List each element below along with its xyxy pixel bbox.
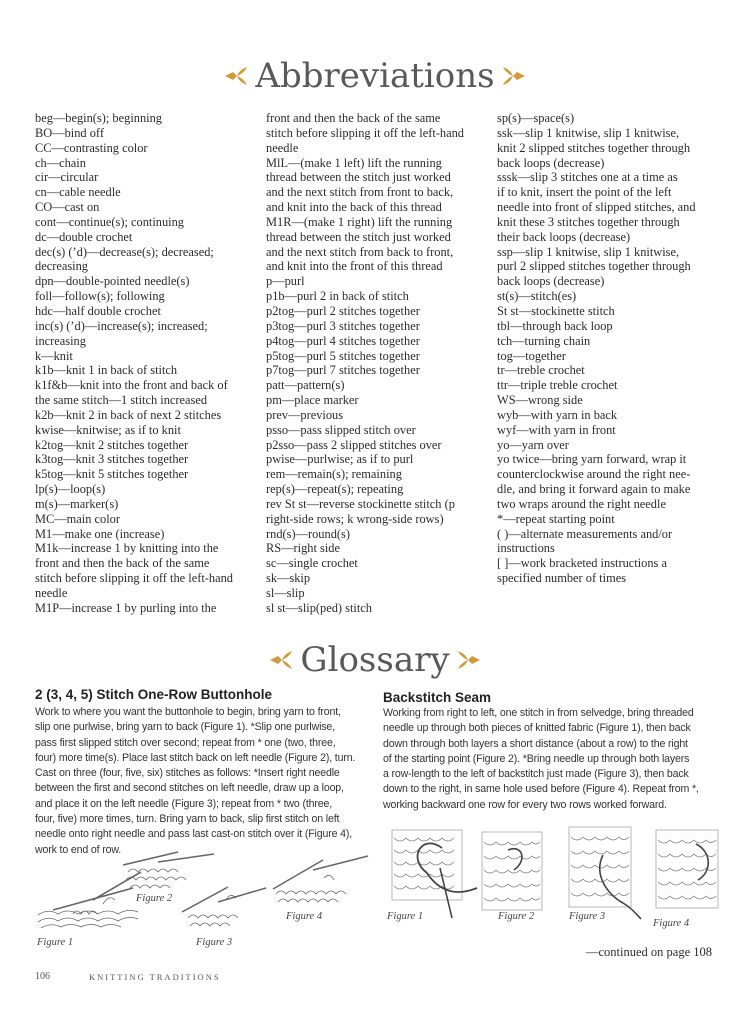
abbreviation-entry: k1f&b—knit into the front and back of xyxy=(35,378,228,393)
abbreviation-entry: decreasing xyxy=(35,259,88,274)
left-ornament-icon xyxy=(268,649,294,671)
abbreviation-entry: patt—pattern(s) xyxy=(266,378,345,393)
abbreviation-entry: foll—follow(s); following xyxy=(35,289,165,304)
abbreviation-entry: wyf—with yarn in front xyxy=(497,422,616,437)
buttonhole-text-line: slip one purlwise, bring yarn to back (Figure 1). *Slip one purlwise, xyxy=(35,721,335,734)
buttonhole-figure-4-label: Figure 4 xyxy=(286,911,323,922)
abbreviation-entry: p4tog—purl 4 stitches together xyxy=(266,333,420,348)
abbreviation-entry: ( )—alternate measurements and/or xyxy=(497,526,673,541)
abbreviation-entry: cont—continue(s); continuing xyxy=(35,214,185,229)
abbreviation-entry: dpn—double-pointed needle(s) xyxy=(35,274,190,289)
abbreviation-entry: needle xyxy=(266,140,299,155)
backstitch-text-line: Working from right to left, one stitch in from selvedge, bring threaded xyxy=(383,707,694,719)
abbreviation-entry: sl—slip xyxy=(266,586,305,600)
buttonhole-text-line: Work to where you want the buttonhole to begin, bring yarn to front, xyxy=(35,706,341,718)
backstitch-figure-4-illustration xyxy=(652,828,722,916)
abbreviation-entry: rev St st—reverse stockinette stitch (p xyxy=(266,496,455,511)
abbreviation-entry: specified number of times xyxy=(497,571,627,586)
abbreviation-entry: pwise—purlwise; as if to purl xyxy=(266,452,414,467)
abbreviation-entry: sc—single crochet xyxy=(266,556,358,571)
abbreviation-entry: stitch before slipping it off the left-hand xyxy=(35,571,233,586)
buttonhole-figure-3-illustration xyxy=(178,882,268,934)
abbreviation-entry: MC—main color xyxy=(35,511,121,526)
abbreviation-entry: k5tog—knit 5 stitches together xyxy=(35,467,189,482)
abbreviation-entry: sl st—slip(ped) stitch xyxy=(266,600,373,615)
abbreviation-entry: p—purl xyxy=(266,274,305,289)
backstitch-figure-4-label: Figure 4 xyxy=(653,918,690,929)
backstitch-body xyxy=(383,706,721,813)
abbreviation-entry: knit these 3 stitches together through xyxy=(497,214,680,229)
buttonhole-text-line: pass first slipped stitch over second; repeat from * one (two, three, xyxy=(35,736,336,749)
backstitch-figure-3-label: Figure 3 xyxy=(569,911,606,922)
backstitch-text-line: a row-length to the left of backstitch just made (Figure 3), then back xyxy=(383,768,689,781)
abbreviation-entry: wyb—with yarn in back xyxy=(497,407,618,422)
backstitch-text-line: down through both layers a short distance (about a row) to the right xyxy=(383,737,688,750)
buttonhole-text-line: four) more time(s). Place last stitch back on left needle (Figure 2), turn. xyxy=(35,751,356,764)
abbreviation-entry: yo—yarn over xyxy=(497,437,569,452)
abbreviation-entry: k1b—knit 1 in back of stitch xyxy=(35,363,178,378)
buttonhole-body xyxy=(35,705,373,858)
abbreviation-entry: if to knit, insert the point of the left xyxy=(497,185,672,200)
abbreviation-entry: yo twice—bring yarn forward, wrap it xyxy=(497,452,687,467)
abbreviation-entry: thread between the stitch just worked xyxy=(266,229,451,244)
buttonhole-text-line: needle onto right needle and pass last cast-on stitch over it (Figure 4), xyxy=(35,828,353,841)
abbreviation-entry: k2tog—knit 2 stitches together xyxy=(35,437,189,452)
abbreviation-entry: dc—double crochet xyxy=(35,229,133,244)
continued-note: —continued on page 108 xyxy=(586,945,713,959)
abbreviation-entry: thread between the stitch just worked xyxy=(266,170,451,185)
abbreviation-entry: needle into front of slipped stitches, and xyxy=(497,200,696,215)
abbreviation-entry: WS—wrong side xyxy=(497,393,583,408)
backstitch-figure-2-label: Figure 2 xyxy=(498,911,535,922)
abbreviation-entry: cir—circular xyxy=(35,170,99,185)
abbreviation-entry: needle xyxy=(35,586,68,600)
right-ornament-icon xyxy=(501,65,527,87)
abbreviation-entry: and the next stitch from back to front, xyxy=(266,244,454,259)
abbreviation-entry: prev—previous xyxy=(266,407,344,422)
abbreviation-entry: st(s)—stitch(es) xyxy=(497,289,577,304)
abbreviation-entry: front and then the back of the same xyxy=(266,111,441,125)
buttonhole-figure-1-label: Figure 1 xyxy=(37,937,74,948)
abbreviation-entry: sp(s)—space(s) xyxy=(497,111,575,125)
abbreviation-entry: inc(s) (’d)—increase(s); increased; xyxy=(35,318,208,333)
backstitch-text-line: of the starting point (Figure 2). *Bring needle up through both layers xyxy=(383,752,690,765)
abbreviation-entry: ssk—slip 1 knitwise, slip 1 knitwise, xyxy=(497,125,680,140)
backstitch-figure-3-illustration xyxy=(563,825,643,920)
abbreviation-entry: p3tog—purl 3 stitches together xyxy=(266,318,420,333)
buttonhole-figure-2-label: Figure 2 xyxy=(136,893,173,904)
abbreviation-entry: MlL—(make 1 left) lift the running xyxy=(266,155,442,170)
abbreviation-entry: lp(s)—loop(s) xyxy=(35,482,106,497)
buttonhole-text-line: and place it on the left needle (Figure 3); repeat from * two (three, xyxy=(35,797,333,810)
abbreviation-entry: increasing xyxy=(35,333,86,348)
abbreviation-entry: M1R—(make 1 right) lift the running xyxy=(266,214,453,229)
abbreviation-entry: hdc—half double crochet xyxy=(35,303,161,318)
abbreviation-entry: M1k—increase 1 by knitting into the xyxy=(35,541,219,556)
abbreviation-entry: k3tog—knit 3 stitches together xyxy=(35,452,189,467)
abbreviation-entry: stitch before slipping it off the left-hand xyxy=(266,125,464,140)
abbreviation-entry: ssp—slip 1 knitwise, slip 1 knitwise, xyxy=(497,244,680,259)
buttonhole-text-line: work to end of row. xyxy=(35,843,122,856)
backstitch-title: Backstitch Seam xyxy=(383,690,492,705)
buttonhole-text-line: four, five) more times, turn. Bring yarn to back, slip first stitch on left xyxy=(35,813,340,826)
abbreviation-entry: tch—turning chain xyxy=(497,333,591,348)
abbreviation-entry: instructions xyxy=(497,541,555,556)
abbreviation-entry: p7tog—purl 7 stitches together xyxy=(266,363,420,378)
abbreviation-entry: two wraps around the right needle xyxy=(497,496,666,511)
abbreviation-entry: p2tog—purl 2 stitches together xyxy=(266,303,420,318)
abbreviation-entry: right-side rows; k wrong-side rows) xyxy=(266,511,444,526)
abbreviation-entry: back loops (decrease) xyxy=(497,155,605,170)
abbreviation-entry: tog—together xyxy=(497,348,566,363)
abbreviation-entry: purl 2 slipped stitches together through xyxy=(497,259,691,274)
abbreviation-entry: front and then the back of the same xyxy=(35,556,210,571)
abbreviations-column-3 xyxy=(497,111,721,586)
backstitch-figure-1-label: Figure 1 xyxy=(387,911,424,922)
abbreviation-entry: p1b—purl 2 in back of stitch xyxy=(266,289,409,304)
abbreviations-title: Abbreviations xyxy=(255,56,495,96)
abbreviation-entry: counterclockwise around the right nee- xyxy=(497,467,691,482)
abbreviation-entry: dec(s) (’d)—decrease(s); decreased; xyxy=(35,244,214,259)
abbreviation-entry: M1—make one (increase) xyxy=(35,526,165,541)
left-ornament-icon xyxy=(223,65,249,87)
abbreviation-entry: M1P—increase 1 by purling into the xyxy=(35,600,217,615)
abbreviation-entry: St st—stockinette stitch xyxy=(497,303,615,318)
page-number: 106 xyxy=(35,971,50,982)
abbreviation-entry: k2b—knit 2 in back of next 2 stitches xyxy=(35,407,222,422)
abbreviation-entry: beg—begin(s); beginning xyxy=(35,111,162,125)
abbreviation-entry: their back loops (decrease) xyxy=(497,229,631,244)
abbreviation-entry: p5tog—purl 5 stitches together xyxy=(266,348,420,363)
abbreviation-entry: k—knit xyxy=(35,348,73,363)
buttonhole-text-line: between the first and second stitches on left needle, draw up a loop, xyxy=(35,782,344,795)
backstitch-text-line: needle up through both pieces of knitted fabric (Figure 1), then back xyxy=(383,722,691,735)
abbreviation-entry: sssk—slip 3 stitches one at a time as xyxy=(497,170,678,185)
abbreviation-entry: psso—pass slipped stitch over xyxy=(266,422,416,437)
abbreviations-column-2 xyxy=(266,111,494,616)
abbreviation-entry: dle, and bring it forward again to make xyxy=(497,482,691,497)
abbreviation-entry: tbl—through back loop xyxy=(497,318,613,333)
abbreviation-entry: and the next stitch from front to back, xyxy=(266,185,454,200)
abbreviation-entry: CC—contrasting color xyxy=(35,140,148,155)
abbreviation-entry: ch—chain xyxy=(35,155,86,170)
abbreviation-entry: tr—treble crochet xyxy=(497,363,585,378)
glossary-heading xyxy=(0,638,750,680)
running-title: KNITTING TRADITIONS xyxy=(89,972,221,982)
abbreviation-entry: the same stitch—1 stitch increased xyxy=(35,393,208,408)
abbreviation-entry: back loops (decrease) xyxy=(497,274,605,289)
abbreviation-entry: sk—skip xyxy=(266,571,311,586)
backstitch-figure-2-illustration xyxy=(478,830,548,918)
abbreviation-entry: *—repeat starting point xyxy=(497,511,615,526)
right-ornament-icon xyxy=(456,649,482,671)
abbreviation-entry: kwise—knitwise; as if to knit xyxy=(35,422,181,437)
buttonhole-title: 2 (3, 4, 5) Stitch One-Row Buttonhole xyxy=(35,687,273,702)
glossary-title: Glossary xyxy=(300,640,450,680)
abbreviation-entry: RS—right side xyxy=(266,541,341,556)
backstitch-text-line: down to the right, in same hole used before (Figure 4). Repeat from *, xyxy=(383,783,699,796)
buttonhole-figure-4-illustration xyxy=(268,854,373,910)
abbreviation-entry: rep(s)—repeat(s); repeating xyxy=(266,482,404,497)
abbreviation-entry: m(s)—marker(s) xyxy=(35,496,119,511)
abbreviation-entry: pm—place marker xyxy=(266,393,359,408)
buttonhole-text-line: Cast on three (four, five, six) stitches as follows: *Insert right needle xyxy=(35,767,340,780)
abbreviation-entry: p2sso—pass 2 slipped stitches over xyxy=(266,437,442,452)
abbreviation-entry: and knit into the back of this thread xyxy=(266,200,442,215)
abbreviation-entry: and knit into the front of this thread xyxy=(266,259,443,274)
abbreviation-entry: [ ]—work bracketed instructions a xyxy=(497,556,667,571)
abbreviations-heading xyxy=(0,54,750,96)
abbreviations-column-1 xyxy=(35,111,265,616)
abbreviation-entry: cn—cable needle xyxy=(35,185,121,200)
abbreviation-entry: knit 2 slipped stitches together through xyxy=(497,140,691,155)
abbreviation-entry: rem—remain(s); remaining xyxy=(266,467,402,482)
abbreviation-entry: BO—bind off xyxy=(35,125,104,140)
buttonhole-figure-3-label: Figure 3 xyxy=(196,937,233,948)
abbreviation-entry: rnd(s)—round(s) xyxy=(266,526,350,541)
abbreviation-entry: ttr—triple treble crochet xyxy=(497,378,618,393)
abbreviation-entry: CO—cast on xyxy=(35,200,100,215)
backstitch-text-line: working backward one row for every two rows worked forward. xyxy=(383,798,667,811)
